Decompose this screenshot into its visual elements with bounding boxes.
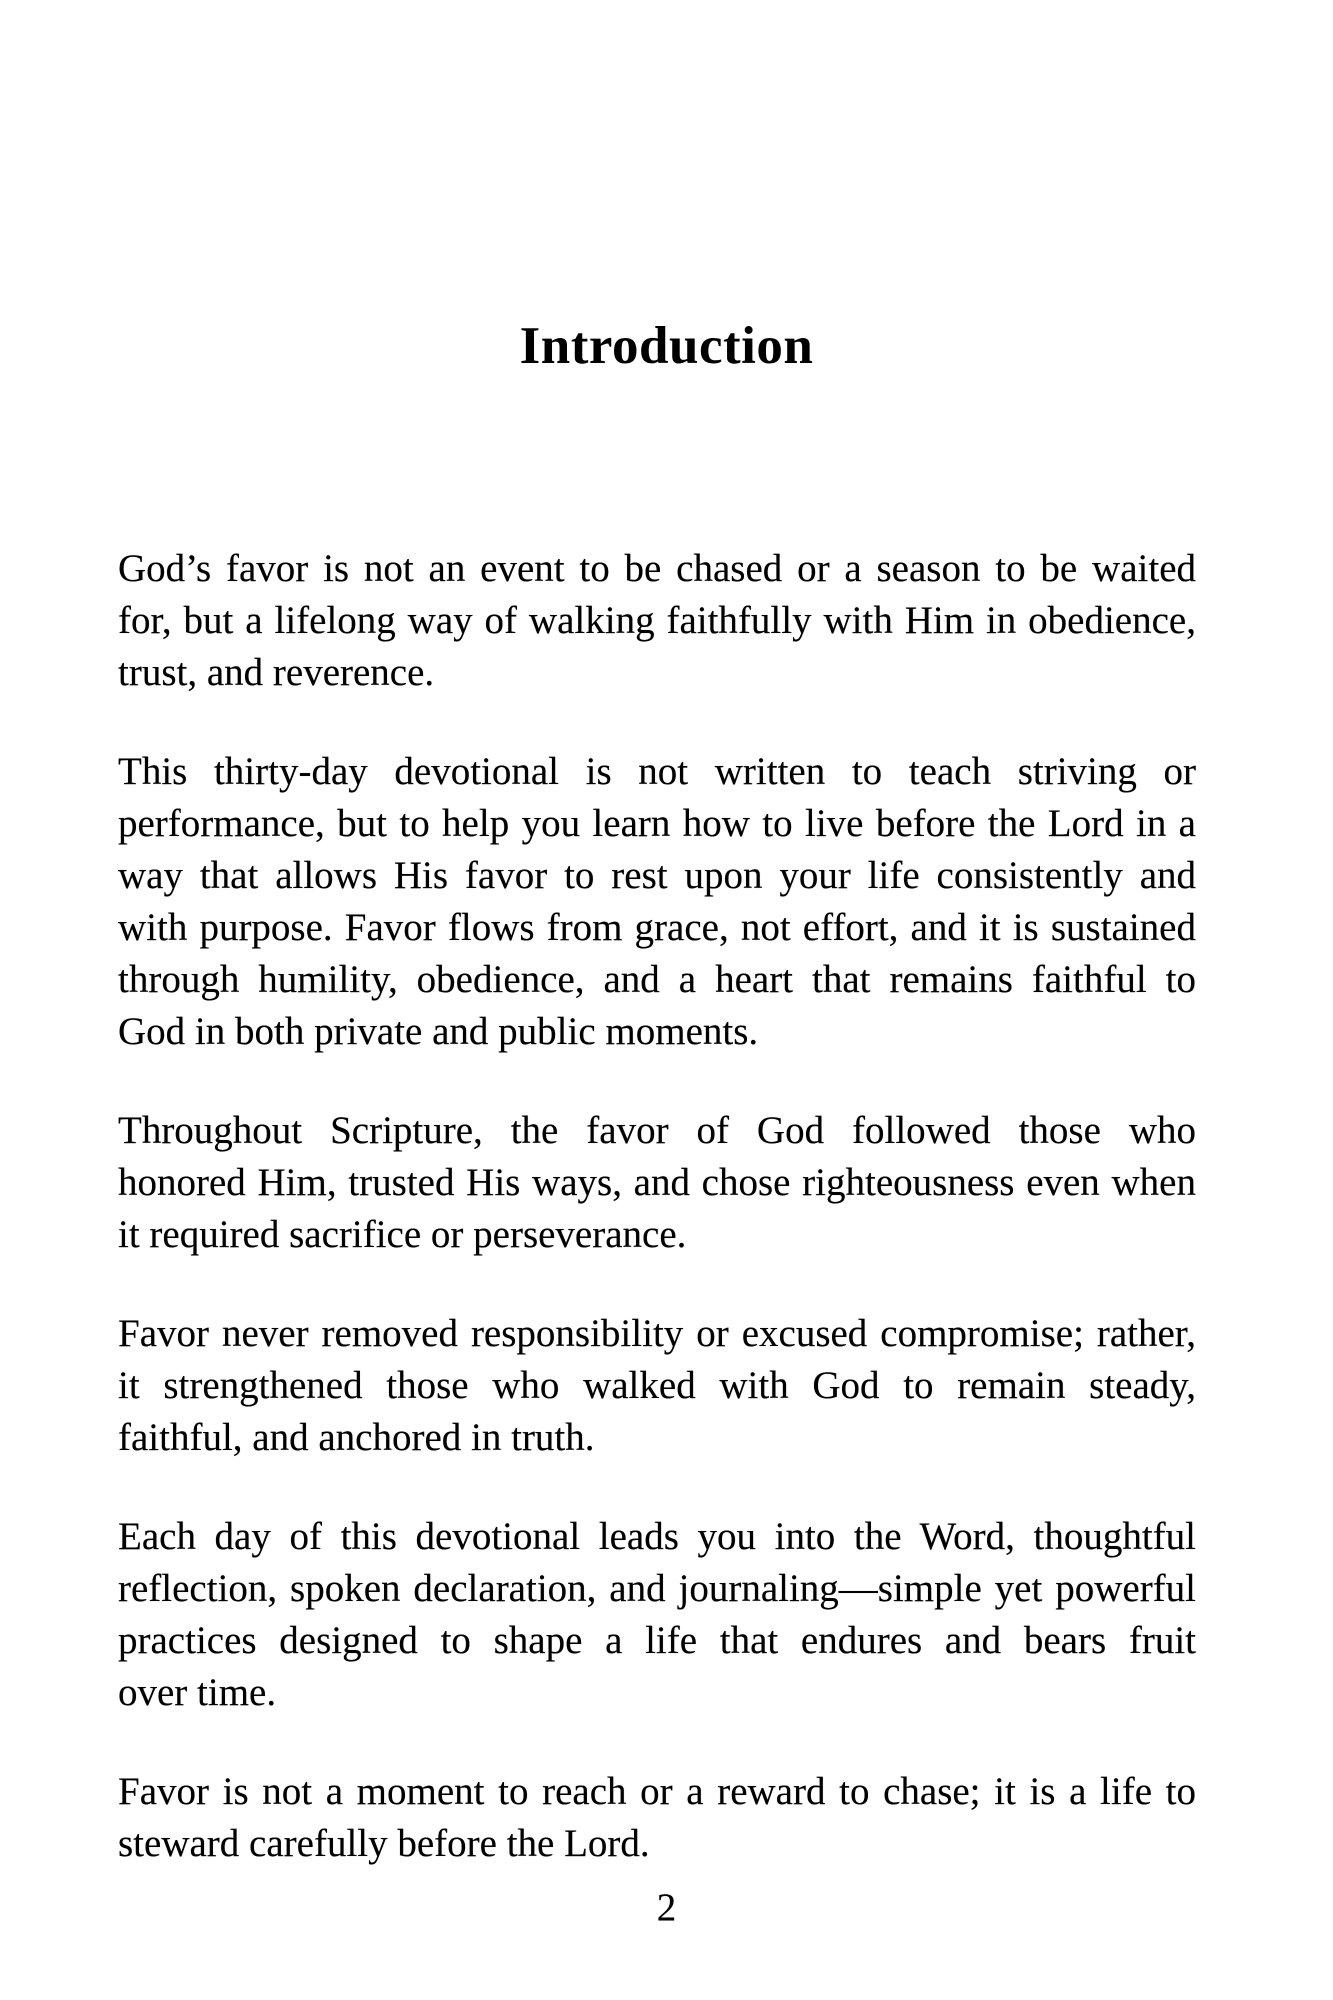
paragraph <box>118 1105 1196 1261</box>
text-line: trust, and reverence. <box>118 651 435 694</box>
text-line: Throughout Scripture, the favor of God followed those who <box>118 1109 1196 1152</box>
text-line: This thirty-day devotional is not written to teach striving or <box>118 750 1196 793</box>
paragraph <box>118 543 1196 699</box>
paragraph <box>118 1308 1196 1464</box>
text-line: steward carefully before the Lord. <box>118 1822 650 1865</box>
text-line: way that allows His favor to rest upon your life consistently and <box>118 854 1196 897</box>
page-title: Introduction <box>519 317 814 375</box>
text-line: practices designed to shape a life that endures and bears fruit <box>118 1619 1196 1662</box>
text-line: reflection, spoken declaration, and journaling—simple yet powerful <box>118 1567 1196 1610</box>
text-line: through humility, obedience, and a heart that remains faithful to <box>118 958 1196 1001</box>
text-line: God’s favor is not an event to be chased or a season to be waited <box>118 547 1196 590</box>
text-line: performance, but to help you learn how to live before the Lord in a <box>118 802 1196 845</box>
text-line: honored Him, trusted His ways, and chose righteousness even when <box>118 1161 1196 1204</box>
text-line: faithful, and anchored in truth. <box>118 1416 595 1459</box>
text-line: Favor never removed responsibility or excused compromise; rather, <box>118 1312 1196 1355</box>
paragraph <box>118 1766 1196 1870</box>
text-line: Favor is not a moment to reach or a reward to chase; it is a life to <box>118 1770 1196 1813</box>
page-number: 2 <box>656 1886 677 1929</box>
text-line: Each day of this devotional leads you into the Word, thoughtful <box>118 1515 1196 1558</box>
text-line: it strengthened those who walked with God to remain steady, <box>118 1364 1196 1407</box>
text-line: with purpose. Favor flows from grace, not effort, and it is sustained <box>118 906 1196 949</box>
text-line: over time. <box>118 1671 277 1714</box>
body-text <box>118 543 1196 1917</box>
text-line: God in both private and public moments. <box>118 1010 759 1053</box>
paragraph <box>118 746 1196 1058</box>
text-line: it required sacrifice or perseverance. <box>118 1213 687 1256</box>
text-line: for, but a lifelong way of walking faithfully with Him in obedience, <box>118 599 1196 642</box>
paragraph <box>118 1511 1196 1719</box>
